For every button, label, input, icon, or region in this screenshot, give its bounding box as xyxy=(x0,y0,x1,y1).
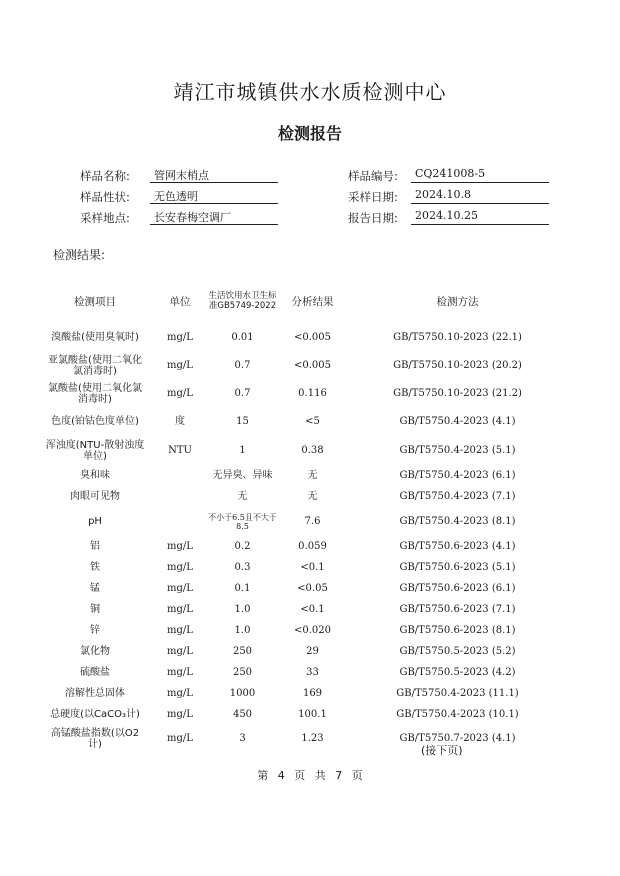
report-date-label: 报告日期: xyxy=(348,211,398,225)
cell-item: 铁 xyxy=(90,561,100,573)
cell-method: GB/T5750.6-2023 (4.1) xyxy=(399,540,516,552)
table-row xyxy=(45,508,565,536)
header-method: 检测方法 xyxy=(436,295,479,308)
table-row xyxy=(45,436,565,466)
cell-standard: 250 xyxy=(232,645,253,657)
page-number: 第 4 页 共 7 页 xyxy=(257,769,363,782)
cell-unit: mg/L xyxy=(167,332,193,344)
cell-unit: mg/L xyxy=(167,360,193,372)
cell-item: 臭和味 xyxy=(80,470,110,482)
cell-result: <0.005 xyxy=(293,332,331,344)
cell-item: 锰 xyxy=(90,582,100,594)
cell-unit xyxy=(155,486,205,508)
cell-method: GB/T5750.4-2023 (10.1) xyxy=(396,708,519,720)
cell-unit: mg/L xyxy=(167,708,193,720)
cell-unit: mg/L xyxy=(167,645,193,657)
cell-method: GB/T5750.4-2023 (4.1) xyxy=(399,416,516,428)
cell-method: GB/T5750.4-2023 (8.1) xyxy=(399,516,516,528)
report-date-value: 2024.10.25 xyxy=(411,209,549,225)
cell-result: 无 xyxy=(307,470,318,482)
sampling-location-label: 采样地点: xyxy=(80,211,130,225)
header-item: 检测项目 xyxy=(74,295,116,308)
sampling-location-value: 长安春梅空调厂 xyxy=(150,209,278,225)
cell-method: GB/T5750.4-2023 (6.1) xyxy=(399,470,516,482)
cell-standard: 3 xyxy=(239,733,246,745)
cell-item: 铜 xyxy=(90,603,100,615)
cell-item: 总硬度(以CaCO₃计) xyxy=(50,708,140,720)
continued-note: (接下页) xyxy=(421,744,463,757)
cell-method: GB/T5750.4-2023 (11.1) xyxy=(396,687,519,699)
cell-standard: 无 xyxy=(237,491,248,503)
cell-standard: 0.1 xyxy=(234,582,251,594)
table-header xyxy=(45,280,565,324)
cell-unit: mg/L xyxy=(167,624,193,636)
cell-method: GB/T5750.10-2023 (21.2) xyxy=(393,388,522,400)
sample-id-label: 样品编号: xyxy=(348,169,398,183)
table-row xyxy=(45,466,565,486)
cell-result: 100.1 xyxy=(298,708,327,720)
cell-method: GB/T5750.6-2023 (6.1) xyxy=(399,582,516,594)
cell-result: 7.6 xyxy=(304,516,321,528)
cell-result: 无 xyxy=(307,491,318,503)
sample-id-value: CQ241008-5 xyxy=(411,167,549,183)
table-row xyxy=(45,599,565,620)
cell-unit: mg/L xyxy=(167,540,193,552)
cell-unit xyxy=(155,508,205,536)
cell-standard: 不小于6.5且不大于8.5 xyxy=(208,512,277,531)
results-table xyxy=(45,280,565,753)
header-standard: 生活饮用水卫生标准GB5749-2022 xyxy=(208,291,277,311)
cell-item: 亚氯酸盐(使用二氧化氯消毒时) xyxy=(48,354,142,377)
cell-result: 0.116 xyxy=(298,388,327,400)
cell-result: <0.1 xyxy=(300,603,325,615)
cell-method: GB/T5750.6-2023 (8.1) xyxy=(399,624,516,636)
table-row xyxy=(45,641,565,662)
cell-standard: 450 xyxy=(232,708,253,720)
cell-result: 169 xyxy=(302,687,323,699)
cell-standard: 0.7 xyxy=(234,388,251,400)
cell-method: GB/T5750.6-2023 (7.1) xyxy=(399,603,516,615)
cell-item: 溴酸盐(使用臭氧时) xyxy=(51,332,139,344)
cell-method: GB/T5750.10-2023 (20.2) xyxy=(393,360,522,372)
report-title: 检测报告 xyxy=(277,124,342,143)
cell-standard: 1.0 xyxy=(234,624,251,636)
table-row xyxy=(45,620,565,641)
sampling-date-value: 2024.10.8 xyxy=(411,188,549,204)
cell-unit: mg/L xyxy=(167,603,193,615)
cell-method: GB/T5750.7-2023 (4.1) xyxy=(399,733,516,745)
cell-item: 氯化物 xyxy=(80,645,110,657)
table-row xyxy=(45,704,565,725)
sample-name-label: 样品名称: xyxy=(80,169,130,183)
header-unit: 单位 xyxy=(169,295,191,308)
cell-result: 0.38 xyxy=(301,445,324,457)
cell-unit: 度 xyxy=(175,416,185,428)
sample-property-value: 无色透明 xyxy=(150,188,278,204)
cell-unit: mg/L xyxy=(167,561,193,573)
cell-item: 锌 xyxy=(90,624,100,636)
table-row xyxy=(45,324,565,352)
cell-standard: 1000 xyxy=(229,687,256,699)
cell-unit: mg/L xyxy=(167,388,193,400)
cell-unit xyxy=(155,466,205,486)
cell-method: GB/T5750.5-2023 (4.2) xyxy=(399,666,516,678)
sampling-date-label: 采样日期: xyxy=(348,190,398,204)
cell-result: 33 xyxy=(306,666,319,678)
table-row xyxy=(45,380,565,408)
cell-item: 浑浊度(NTU-散射浊度单位) xyxy=(45,439,145,462)
cell-standard: 0.7 xyxy=(234,360,251,372)
results-label: 检测结果: xyxy=(53,248,106,262)
cell-result: <0.1 xyxy=(300,561,325,573)
cell-unit: NTU xyxy=(168,445,192,457)
cell-method: GB/T5750.4-2023 (5.1) xyxy=(399,445,516,457)
cell-standard: 1 xyxy=(239,445,246,457)
organization-title: 靖江市城镇供水水质检测中心 xyxy=(173,80,447,104)
table-row xyxy=(45,725,565,753)
table-row xyxy=(45,486,565,508)
table-row xyxy=(45,536,565,557)
cell-result: 29 xyxy=(306,645,319,657)
table-row xyxy=(45,578,565,599)
cell-item: 硫酸盐 xyxy=(80,666,110,678)
cell-item: 铝 xyxy=(90,540,100,552)
cell-unit: mg/L xyxy=(167,733,193,745)
cell-standard: 15 xyxy=(236,416,249,428)
cell-method: GB/T5750.4-2023 (7.1) xyxy=(399,491,516,503)
cell-result: 0.059 xyxy=(298,540,327,552)
cell-method: GB/T5750.10-2023 (22.1) xyxy=(393,332,522,344)
cell-method: GB/T5750.6-2023 (5.1) xyxy=(399,561,516,573)
cell-item: 肉眼可见物 xyxy=(70,491,120,503)
cell-result: 1.23 xyxy=(301,733,324,745)
table-row xyxy=(45,408,565,436)
cell-standard: 0.01 xyxy=(231,332,254,344)
cell-result: <0.005 xyxy=(293,360,331,372)
cell-result: <0.020 xyxy=(293,624,331,636)
table-row xyxy=(45,557,565,578)
cell-item: 高锰酸盐指数(以O2计) xyxy=(50,727,140,750)
cell-result: <5 xyxy=(305,416,320,428)
table-row xyxy=(45,662,565,683)
cell-unit: mg/L xyxy=(167,687,193,699)
sample-property-label: 样品性状: xyxy=(80,190,130,204)
cell-item: pH xyxy=(88,516,102,528)
cell-standard: 250 xyxy=(232,666,253,678)
cell-standard: 0.3 xyxy=(234,561,251,573)
header-result: 分析结果 xyxy=(291,295,334,308)
sample-info xyxy=(0,0,620,240)
cell-standard: 无异臭、异味 xyxy=(212,470,273,482)
cell-unit: mg/L xyxy=(167,582,193,594)
cell-result: <0.05 xyxy=(297,582,328,594)
cell-item: 溶解性总固体 xyxy=(65,687,125,699)
cell-standard: 0.2 xyxy=(234,540,251,552)
cell-method: GB/T5750.5-2023 (5.2) xyxy=(399,645,516,657)
cell-item: 氯酸盐(使用二氧化氯消毒时) xyxy=(48,382,142,405)
table-row xyxy=(45,683,565,704)
table-row xyxy=(45,352,565,380)
cell-standard: 1.0 xyxy=(234,603,251,615)
sample-name-value: 管网末梢点 xyxy=(150,167,278,183)
cell-item: 色度(铂钴色度单位) xyxy=(51,416,139,428)
cell-unit: mg/L xyxy=(167,666,193,678)
